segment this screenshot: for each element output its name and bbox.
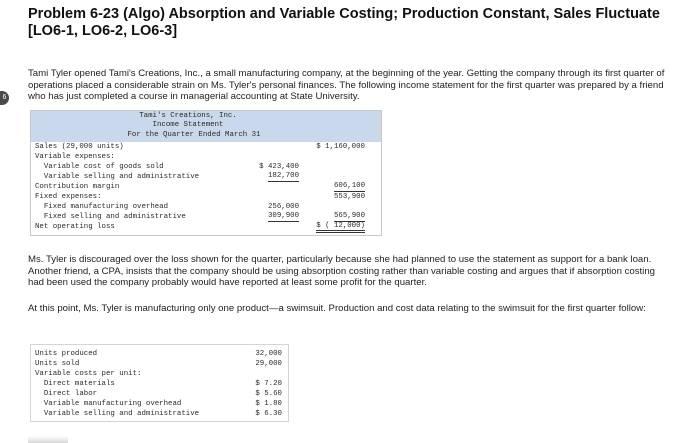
row-value: $ 6.30 [255,410,282,418]
table-row [31,379,288,389]
row-label: Units produced [35,350,98,358]
row-value-1: $ 423,400 [259,163,299,171]
side-tab[interactable]: 6 [0,91,9,105]
row-value: $ 1.80 [255,400,282,408]
row-label: Variable selling and administrative [35,410,200,418]
problem-title: Problem 6-23 (Algo) Absorption and Variable Costing; Production Constant, Sales Fluctuate [LO6-1, LO6-2, LO6-3] [28,6,660,39]
statement-period: For the Quarter Ended March 31 [127,131,261,139]
row-label: Direct materials [35,380,115,388]
intro-paragraph: Tami Tyler opened Tami's Creations, Inc., a small manufacturing company, at the beginning of the year. Getting the company through its first quarter of operations placed a considerable strain on Ms. Tyler's personal finances. The following income statement for the first quarter was prepared by a friend who has just completed a course in managerial accounting at State University. [28,68,665,103]
discussion-paragraph-1: Ms. Tyler is discouraged over the loss shown for the quarter, particularly because she had planned to use the statement as support for a bank loan. Another friend, a CPA, insists that the company should be using absorption costing rather than variable costing and argues that if absorption costing had been used the company probably would have reported at least some profit for the quarter. [28,254,655,289]
table-row [31,409,288,419]
row-value: $ 5.60 [255,390,282,398]
row-value-2: 553,900 [333,193,365,201]
company-name: Tami's Creations, Inc. [139,112,237,120]
table-row [31,162,381,172]
table-row [31,192,381,202]
row-label: Variable manufacturing overhead [35,400,182,408]
row-value: 29,000 [255,360,282,368]
table-row [31,222,381,232]
table-row [31,399,288,409]
table-row [31,359,288,369]
discussion-paragraph-2: At this point, Ms. Tyler is manufacturing only one product—a swimsuit. Production and cost data relating to the swimsuit for the first quarter follow: [28,303,646,314]
table-row [31,202,381,212]
row-value: $ 7.20 [255,380,282,388]
row-value-1: 256,000 [267,203,299,211]
table-row [31,152,381,162]
row-value: 32,000 [255,350,282,358]
table-row [31,142,381,152]
row-label: Variable cost of goods sold [35,163,164,171]
row-label: Units sold [35,360,80,368]
income-statement [30,110,382,236]
row-label: Fixed manufacturing overhead [35,203,169,211]
table-row [31,182,381,192]
income-statement-header [31,111,381,142]
row-value-2: 565,900 [333,212,365,220]
row-label: Sales (29,000 units) [35,143,124,151]
table-row [31,349,288,359]
row-label: Contribution margin [35,183,120,191]
row-value-1: 182,700 [267,172,299,180]
table-row [31,369,288,379]
row-value-1: 309,900 [267,212,299,220]
row-label: Direct labor [35,390,98,398]
row-value-2: 606,100 [333,182,365,190]
table-row [31,389,288,399]
cropped-next-element [28,436,68,443]
row-label: Variable selling and administrative [35,173,200,181]
row-label: Fixed expenses: [35,193,102,201]
table-row [31,212,381,222]
statement-name: Income Statement [152,121,224,129]
row-value-2: $ ( 12,000) [316,222,365,233]
row-value-2: $ 1,160,000 [316,143,365,151]
table-row [31,172,381,182]
row-label: Variable costs per unit: [35,370,142,378]
row-label: Variable expenses: [35,153,115,161]
cost-data-table [30,344,289,422]
row-label: Fixed selling and administrative [35,213,186,221]
row-label: Net operating loss [35,223,115,231]
